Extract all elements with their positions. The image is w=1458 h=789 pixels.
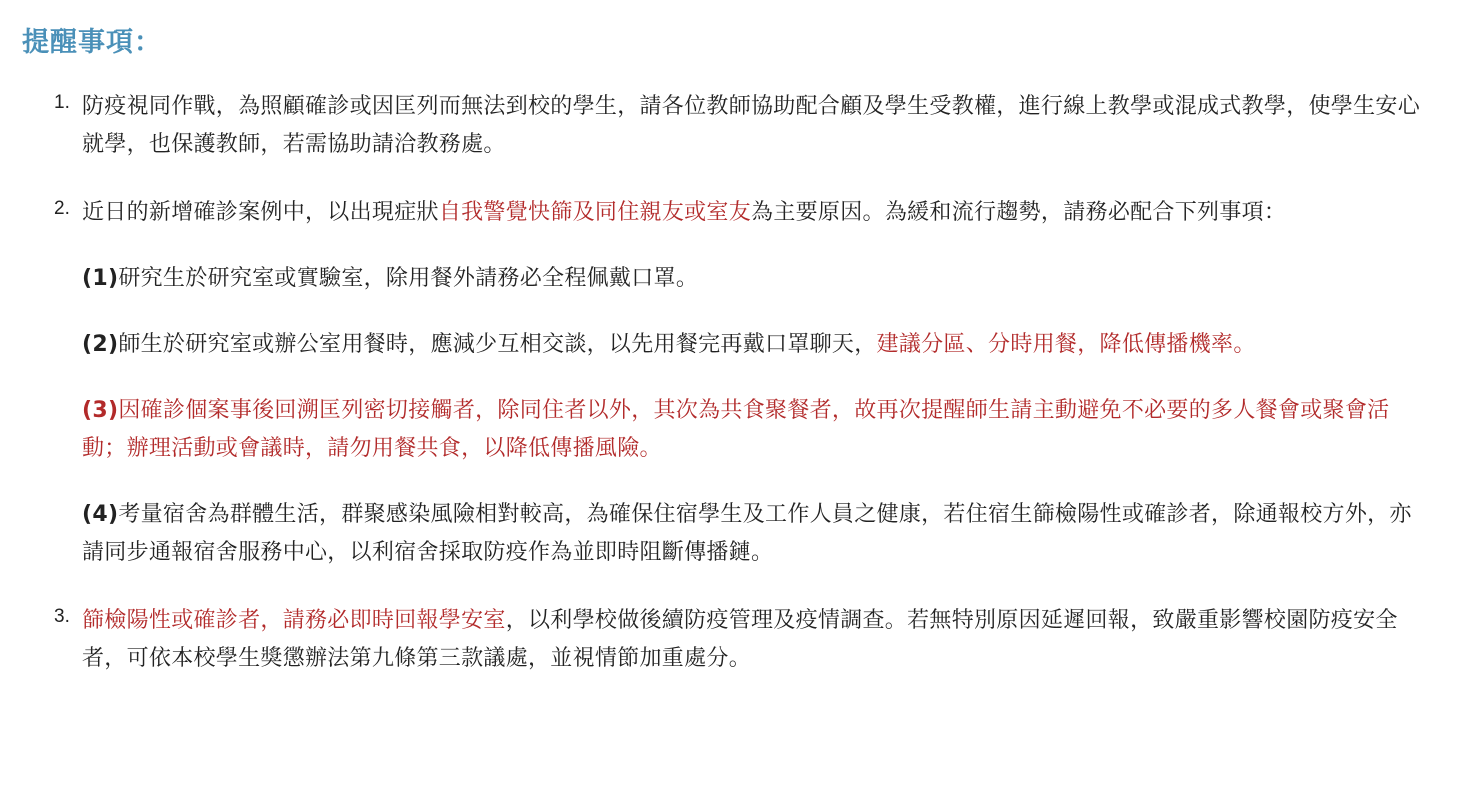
sub-text: 研究生於研究室或實驗室，除用餐外請務必全程佩戴口罩。 [118, 266, 699, 291]
highlight-text: 建議分區、分時用餐，降低傳播機率。 [876, 332, 1256, 357]
sub-text: 師生於研究室或辦公室用餐時，應減少互相交談，以先用餐完再戴口罩聊天， [118, 332, 877, 357]
list-item-text [82, 194, 1432, 232]
sub-text: 考量宿舍為群體生活，群聚感染風險相對較高，為確保住宿學生及工作人員之健康，若住宿生篩檢陽性或確診者，除通報校方外，亦請同步通報宿舍服務中心，以利宿舍採取防疫作為並即時阻斷傳播鏈。 [82, 502, 1412, 565]
list-item-2 [0, 194, 1432, 572]
page-title: 提醒事項： [22, 27, 162, 58]
highlight-text: 自我警覺快篩及同住親友或室友 [438, 200, 752, 225]
highlight-text: 因確診個案事後回溯匡列密切接觸者，除同住者以外，其次為共食聚餐者，故再次提醒師生請主動避免不必要的多人餐會或聚會活動；辦理活動或會議時，請勿用餐共食，以降低傳播風險。 [82, 398, 1390, 461]
sub-item-3 [82, 392, 1432, 468]
text-segment: 近日的新增確診案例中，以出現症狀 [82, 200, 439, 225]
list-number: 3. [54, 606, 70, 627]
list-number: 1. [54, 92, 70, 113]
list-item-text: 防疫視同作戰，為照顧確診或因匡列而無法到校的學生，請各位教師協助配合顧及學生受教權，進行線上教學或混成式教學，使學生安心就學，也保護教師，若需協助請洽教務處。 [82, 94, 1421, 157]
text-segment: 為主要原因。為緩和流行趨勢，請務必配合下列事項： [751, 200, 1287, 225]
reminder-list [0, 88, 1458, 678]
sub-number: (3) [82, 398, 119, 423]
sub-number: (1) [82, 266, 119, 291]
highlight-text: 篩檢陽性或確診者，請務必即時回報學安室 [82, 608, 506, 633]
text-segment: ，以利學校做後續防疫管理及疫情調查。若無特別原因延遲回報，致嚴重影響校園防疫安全者，可依本校學生獎懲辦法第九條第三款議處，並視情節加重處分。 [82, 608, 1398, 671]
list-number: 2. [54, 198, 70, 219]
sub-item-1 [82, 260, 1432, 298]
sub-number: (2) [82, 332, 119, 357]
list-item-text [82, 602, 1432, 678]
sub-item-4 [82, 496, 1432, 572]
list-item-3 [0, 602, 1432, 678]
sub-number: (4) [82, 502, 119, 527]
sub-item-2 [82, 326, 1432, 364]
list-item-1 [0, 88, 1432, 164]
